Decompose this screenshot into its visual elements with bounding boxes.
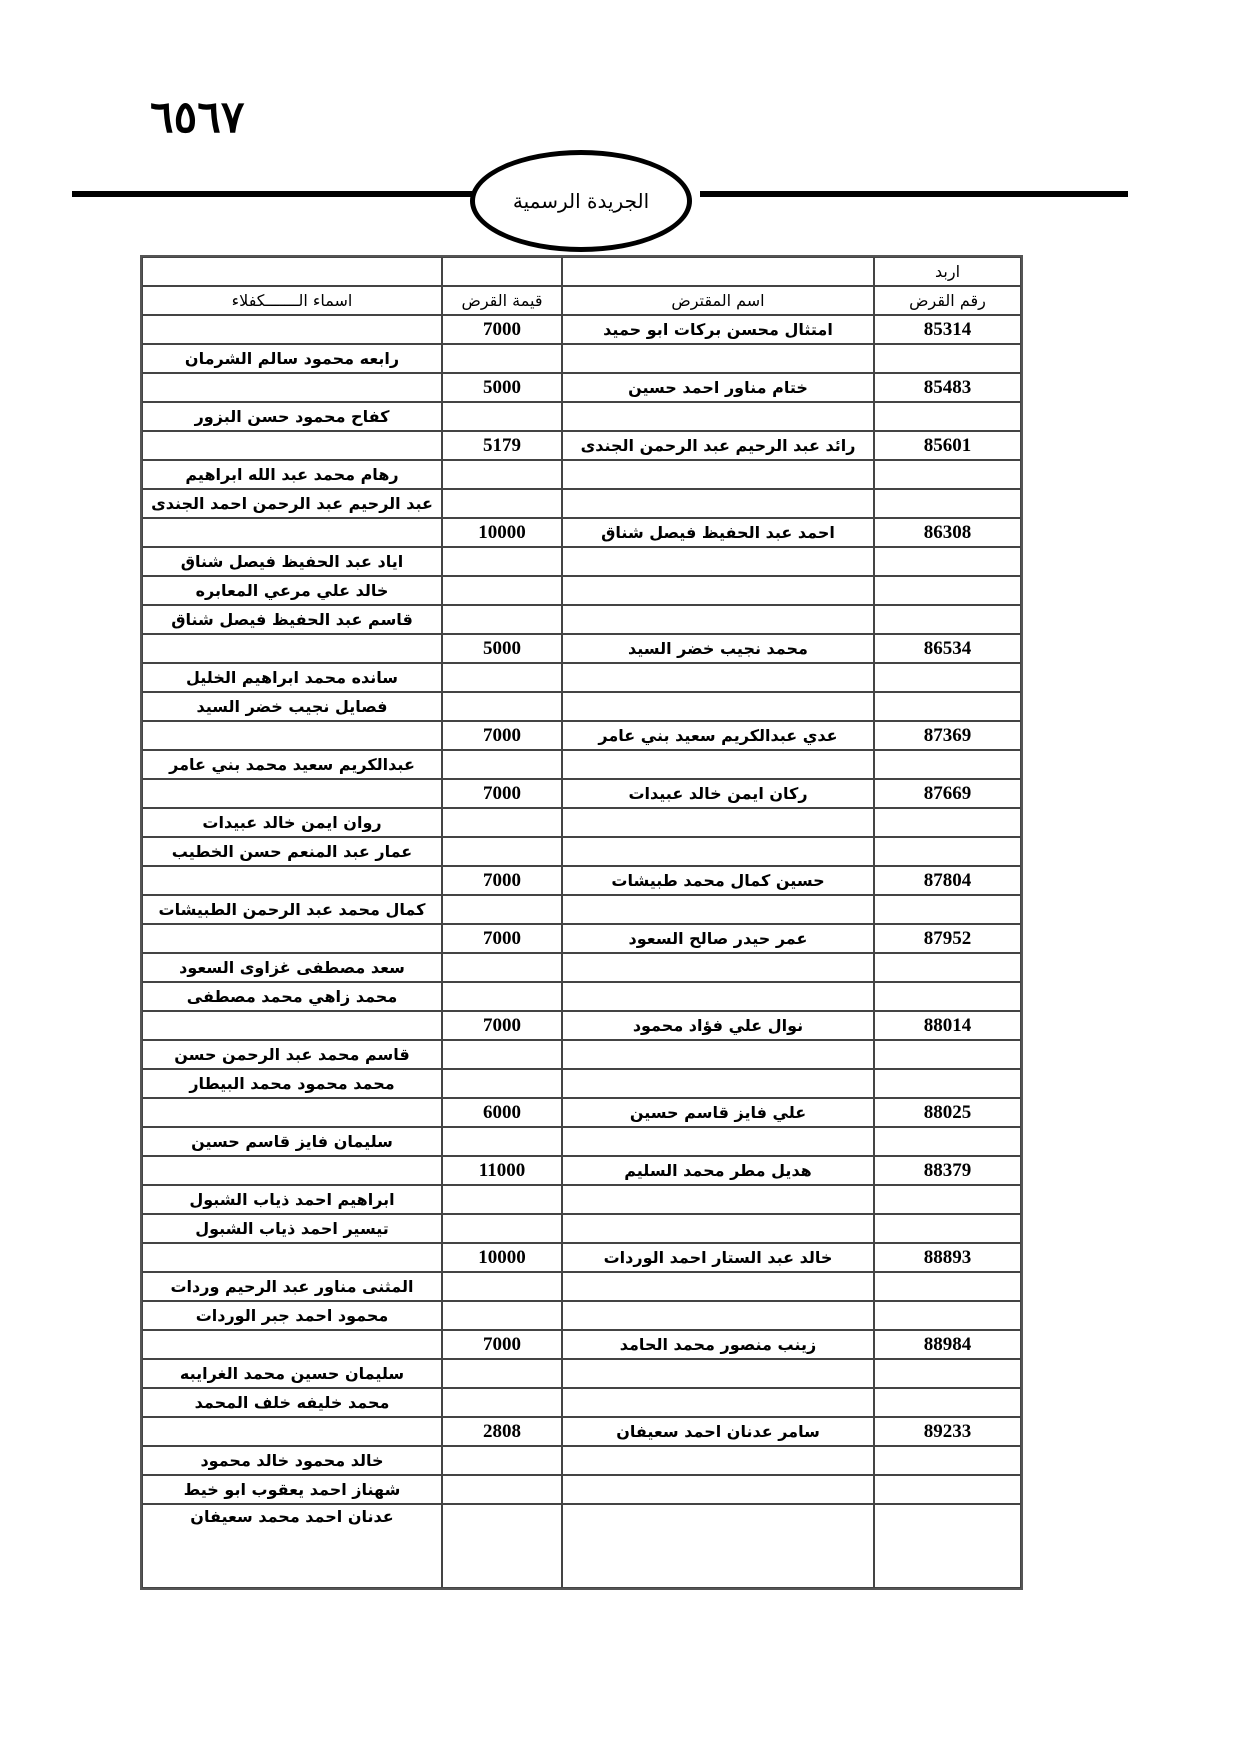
guarantor-cell: ابراهيم احمد ذياب الشبول (142, 1185, 442, 1214)
table-row (142, 750, 1021, 779)
table-row (142, 1301, 1021, 1330)
guarantor-cell (142, 721, 442, 750)
amount-cell (442, 1185, 562, 1214)
amount-cell: 10000 (442, 518, 562, 547)
table-row (142, 1069, 1021, 1098)
amount-cell: 7000 (442, 924, 562, 953)
page-number: ٦٥٦٧ (150, 92, 245, 143)
table-row (142, 1214, 1021, 1243)
loan-id-cell: 88379 (874, 1156, 1021, 1185)
loan-id-cell (874, 489, 1021, 518)
loan-id-cell (874, 895, 1021, 924)
guarantor-cell (142, 1243, 442, 1272)
borrower-cell (562, 1504, 874, 1588)
amount-cell (442, 982, 562, 1011)
amount-cell (442, 547, 562, 576)
amount-cell (442, 1388, 562, 1417)
amount-cell (442, 605, 562, 634)
guarantor-cell (142, 1417, 442, 1446)
table-header-row (142, 286, 1021, 315)
borrower-cell: محمد نجيب خضر السيد (562, 634, 874, 663)
amount-cell: 6000 (442, 1098, 562, 1127)
guarantor-cell (142, 866, 442, 895)
loans-table (140, 255, 1023, 1590)
amount-cell (442, 1069, 562, 1098)
guarantor-cell: رابعه محمود سالم الشرمان (142, 344, 442, 373)
borrower-cell: خالد عبد الستار احمد الوردات (562, 1243, 874, 1272)
borrower-cell (562, 1359, 874, 1388)
loan-id-cell (874, 808, 1021, 837)
borrower-cell: امتثال محسن بركات ابو حميد (562, 315, 874, 344)
loan-id-cell (874, 982, 1021, 1011)
loan-id-cell: 85314 (874, 315, 1021, 344)
guarantor-cell: سليمان حسين محمد الغرايبه (142, 1359, 442, 1388)
amount-cell: 11000 (442, 1156, 562, 1185)
borrower-cell: سامر عدنان احمد سعيفان (562, 1417, 874, 1446)
borrower-cell (562, 489, 874, 518)
table-row (142, 489, 1021, 518)
guarantor-cell (142, 1330, 442, 1359)
table-row (142, 1504, 1021, 1588)
loan-id-cell (874, 663, 1021, 692)
borrower-cell (562, 1127, 874, 1156)
loan-id-cell (874, 1040, 1021, 1069)
loan-id-cell (874, 1069, 1021, 1098)
table-row (142, 1272, 1021, 1301)
table-row (142, 1330, 1021, 1359)
borrower-cell: علي فايز قاسم حسين (562, 1098, 874, 1127)
borrower-cell: عمر حيدر صالح السعود (562, 924, 874, 953)
guarantor-cell (142, 431, 442, 460)
borrower-cell (562, 1069, 874, 1098)
amount-cell (442, 1446, 562, 1475)
table-row (142, 808, 1021, 837)
loan-id-cell (874, 1214, 1021, 1243)
guarantor-cell (142, 518, 442, 547)
city-label: اربد (874, 257, 1021, 286)
header-cell-empty (562, 257, 874, 286)
borrower-cell: نوال علي فؤاد محمود (562, 1011, 874, 1040)
loan-id-cell: 87669 (874, 779, 1021, 808)
loan-id-cell (874, 953, 1021, 982)
borrower-cell (562, 837, 874, 866)
loan-id-cell: 85483 (874, 373, 1021, 402)
loan-id-cell: 85601 (874, 431, 1021, 460)
amount-cell: 7000 (442, 1330, 562, 1359)
amount-cell (442, 1040, 562, 1069)
amount-cell: 7000 (442, 315, 562, 344)
guarantor-cell: عدنان احمد محمد سعيفان (142, 1504, 442, 1588)
table-row (142, 373, 1021, 402)
loan-id-cell (874, 1301, 1021, 1330)
borrower-cell (562, 953, 874, 982)
borrower-cell (562, 402, 874, 431)
table-row (142, 779, 1021, 808)
amount-cell: 7000 (442, 1011, 562, 1040)
amount-cell (442, 837, 562, 866)
amount-cell: 5000 (442, 373, 562, 402)
loan-id-cell: 88984 (874, 1330, 1021, 1359)
column-header-amount: قيمة القرض (442, 286, 562, 315)
amount-cell (442, 1127, 562, 1156)
guarantor-cell: عمار عبد المنعم حسن الخطيب (142, 837, 442, 866)
table-row (142, 431, 1021, 460)
table-row (142, 953, 1021, 982)
amount-cell: 7000 (442, 866, 562, 895)
borrower-cell (562, 1040, 874, 1069)
amount-cell (442, 663, 562, 692)
table-row (142, 402, 1021, 431)
borrower-cell (562, 460, 874, 489)
table-row (142, 518, 1021, 547)
borrower-cell (562, 344, 874, 373)
amount-cell (442, 808, 562, 837)
guarantor-cell: خالد محمود خالد محمود (142, 1446, 442, 1475)
guarantor-cell: خالد علي مرعي المعابره (142, 576, 442, 605)
guarantor-cell (142, 1098, 442, 1127)
guarantor-cell: محمد محمود محمد البيطار (142, 1069, 442, 1098)
loan-id-cell (874, 402, 1021, 431)
header-rule-left (72, 191, 472, 197)
table-row (142, 721, 1021, 750)
table-row (142, 982, 1021, 1011)
table-row (142, 547, 1021, 576)
table-row (142, 1417, 1021, 1446)
loan-id-cell: 88025 (874, 1098, 1021, 1127)
amount-cell (442, 460, 562, 489)
amount-cell (442, 953, 562, 982)
guarantor-cell: المثنى مناور عبد الرحيم وردات (142, 1272, 442, 1301)
guarantor-cell: سليمان فايز قاسم حسين (142, 1127, 442, 1156)
guarantor-cell: كمال محمد عبد الرحمن الطبيشات (142, 895, 442, 924)
table-row (142, 1011, 1021, 1040)
guarantor-cell (142, 779, 442, 808)
table-row (142, 663, 1021, 692)
gazette-title: الجريدة الرسمية (470, 150, 692, 252)
borrower-cell (562, 1301, 874, 1330)
borrower-cell: ركان ايمن خالد عبيدات (562, 779, 874, 808)
table-row (142, 1388, 1021, 1417)
table-row (142, 924, 1021, 953)
loan-id-cell (874, 547, 1021, 576)
guarantor-cell (142, 373, 442, 402)
amount-cell: 7000 (442, 721, 562, 750)
guarantor-cell (142, 1156, 442, 1185)
loan-id-cell (874, 1359, 1021, 1388)
table-row (142, 837, 1021, 866)
header-cell-empty (142, 257, 442, 286)
amount-cell: 10000 (442, 1243, 562, 1272)
table-row (142, 1127, 1021, 1156)
table-header-row-city (142, 257, 1021, 286)
borrower-cell (562, 1185, 874, 1214)
borrower-cell: هديل مطر محمد السليم (562, 1156, 874, 1185)
borrower-cell (562, 1272, 874, 1301)
loan-id-cell (874, 1446, 1021, 1475)
loan-id-cell: 87952 (874, 924, 1021, 953)
table-row (142, 1446, 1021, 1475)
guarantor-cell: قاسم عبد الحفيظ فيصل شناق (142, 605, 442, 634)
guarantor-cell: فصايل نجيب خضر السيد (142, 692, 442, 721)
table-row (142, 1156, 1021, 1185)
borrower-cell: زينب منصور محمد الحامد (562, 1330, 874, 1359)
header-cell-empty (442, 257, 562, 286)
amount-cell (442, 692, 562, 721)
borrower-cell (562, 1475, 874, 1504)
amount-cell: 7000 (442, 779, 562, 808)
table-row (142, 1359, 1021, 1388)
loan-id-cell: 89233 (874, 1417, 1021, 1446)
amount-cell: 5179 (442, 431, 562, 460)
borrower-cell (562, 895, 874, 924)
loan-id-cell: 87369 (874, 721, 1021, 750)
guarantor-cell: شهناز احمد يعقوب ابو خيط (142, 1475, 442, 1504)
guarantor-cell: عبدالكريم سعيد محمد بني عامر (142, 750, 442, 779)
loan-id-cell (874, 576, 1021, 605)
borrower-cell (562, 663, 874, 692)
table-row (142, 895, 1021, 924)
loan-id-cell (874, 1185, 1021, 1214)
borrower-cell (562, 692, 874, 721)
table-row (142, 576, 1021, 605)
loan-id-cell (874, 1475, 1021, 1504)
table-row (142, 315, 1021, 344)
table-row (142, 1475, 1021, 1504)
loan-id-cell (874, 1272, 1021, 1301)
table-row (142, 1185, 1021, 1214)
borrower-cell (562, 605, 874, 634)
borrower-cell (562, 982, 874, 1011)
guarantor-cell: محمود احمد جبر الوردات (142, 1301, 442, 1330)
loan-id-cell (874, 837, 1021, 866)
column-header-loan-id: رقم القرض (874, 286, 1021, 315)
amount-cell: 5000 (442, 634, 562, 663)
amount-cell (442, 576, 562, 605)
guarantor-cell: رهام محمد عبد الله ابراهيم (142, 460, 442, 489)
amount-cell: 2808 (442, 1417, 562, 1446)
header-rule-right (700, 191, 1128, 197)
loan-id-cell (874, 344, 1021, 373)
guarantor-cell (142, 634, 442, 663)
borrower-cell: ختام مناور احمد حسين (562, 373, 874, 402)
amount-cell (442, 895, 562, 924)
borrower-cell (562, 808, 874, 837)
loan-id-cell: 87804 (874, 866, 1021, 895)
table-row (142, 866, 1021, 895)
loan-id-cell: 88893 (874, 1243, 1021, 1272)
guarantor-cell (142, 315, 442, 344)
loan-id-cell: 86308 (874, 518, 1021, 547)
table-row (142, 344, 1021, 373)
guarantor-cell: روان ايمن خالد عبيدات (142, 808, 442, 837)
guarantor-cell: محمد خليفه خلف المحمد (142, 1388, 442, 1417)
loan-id-cell: 88014 (874, 1011, 1021, 1040)
guarantor-cell: تيسير احمد ذياب الشبول (142, 1214, 442, 1243)
guarantor-cell: عبد الرحيم عبد الرحمن احمد الجندى (142, 489, 442, 518)
table-row (142, 1243, 1021, 1272)
amount-cell (442, 1475, 562, 1504)
guarantor-cell (142, 924, 442, 953)
amount-cell (442, 344, 562, 373)
column-header-borrower: اسم المقترض (562, 286, 874, 315)
borrower-cell: عدي عبدالكريم سعيد بني عامر (562, 721, 874, 750)
borrower-cell (562, 576, 874, 605)
loan-id-cell (874, 1127, 1021, 1156)
column-header-guarantors: اسماء الـــــــكفلاء (142, 286, 442, 315)
amount-cell (442, 1359, 562, 1388)
borrower-cell: حسين كمال محمد طبيشات (562, 866, 874, 895)
loan-id-cell (874, 605, 1021, 634)
guarantor-cell: اياد عبد الحفيظ فيصل شناق (142, 547, 442, 576)
guarantor-cell (142, 1011, 442, 1040)
loan-id-cell (874, 1504, 1021, 1588)
guarantor-cell: قاسم محمد عبد الرحمن حسن (142, 1040, 442, 1069)
guarantor-cell: سانده محمد ابراهيم الخليل (142, 663, 442, 692)
table-row (142, 692, 1021, 721)
table-row (142, 634, 1021, 663)
table-row (142, 1098, 1021, 1127)
borrower-cell: احمد عبد الحفيظ فيصل شناق (562, 518, 874, 547)
amount-cell (442, 1272, 562, 1301)
amount-cell (442, 1301, 562, 1330)
borrower-cell: رائد عبد الرحيم عبد الرحمن الجندى (562, 431, 874, 460)
amount-cell (442, 489, 562, 518)
amount-cell (442, 402, 562, 431)
borrower-cell (562, 1214, 874, 1243)
amount-cell (442, 750, 562, 779)
borrower-cell (562, 1446, 874, 1475)
amount-cell (442, 1214, 562, 1243)
guarantor-cell: سعد مصطفى غزاوى السعود (142, 953, 442, 982)
guarantor-cell: محمد زاهي محمد مصطفى (142, 982, 442, 1011)
table-row (142, 460, 1021, 489)
table-row (142, 605, 1021, 634)
borrower-cell (562, 750, 874, 779)
loan-id-cell (874, 692, 1021, 721)
loan-id-cell (874, 750, 1021, 779)
loan-id-cell (874, 460, 1021, 489)
guarantor-cell: كفاح محمود حسن البزور (142, 402, 442, 431)
table-row (142, 1040, 1021, 1069)
loan-id-cell: 86534 (874, 634, 1021, 663)
loan-id-cell (874, 1388, 1021, 1417)
borrower-cell (562, 547, 874, 576)
borrower-cell (562, 1388, 874, 1417)
amount-cell (442, 1504, 562, 1588)
